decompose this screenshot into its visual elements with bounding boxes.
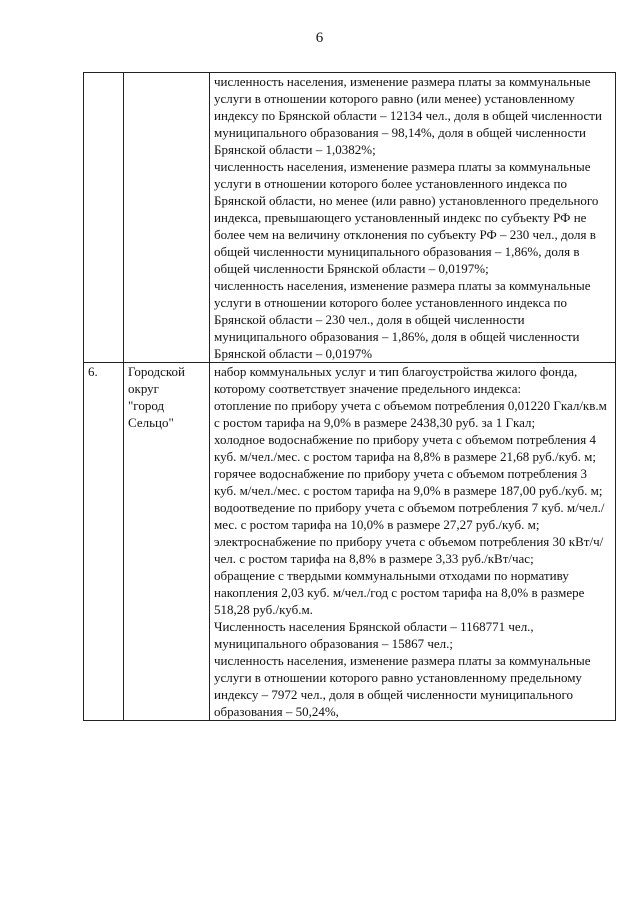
municipality-cell [124, 363, 210, 721]
details-cell [210, 73, 616, 363]
paragraph: численность населения, изменение размера платы за коммунальные услуги в отношении которого равно (или менее) установленному индексу по Брянской области – 12134 чел., доля в общей численности муниципального образования – 98,14%, доля в общей численности Брянской области – 1,0382%; [214, 74, 602, 157]
table-row [84, 363, 616, 721]
paragraph: обращение с твердыми коммунальными отходами по нормативу накопления 2,03 куб. м/чел./год с ростом тарифа на 8,0% в размере 518,28 руб./куб.м. [214, 568, 585, 617]
page-number: 6 [315, 30, 324, 46]
row-number-cell [84, 73, 124, 363]
paragraph: набор коммунальных услуг и тип благоустройства жилого фонда, которому соответствует значение предельного индекса: [214, 364, 578, 396]
paragraph: водоотведение по прибору учета с объемом потребления 7 куб. м/чел./мес. с ростом тарифа на 10,0% в размере 27,27 руб./куб. м; [214, 500, 605, 532]
paragraph: электроснабжение по прибору учета с объемом потребления 30 кВт/ч/чел. с ростом тарифа на 8,8% в размере 3,33 руб./кВт/час; [214, 534, 604, 566]
table-row [84, 73, 616, 363]
paragraph: холодное водоснабжение по прибору учета с объемом потребления 4 куб. м/чел./мес. с ростом тарифа на 8,8% в размере 21,68 руб./куб. м; [214, 432, 597, 464]
municipality-name: Городской округ "город Сельцо" [128, 364, 185, 430]
row-number: 6. [88, 364, 98, 379]
paragraph: Численность населения Брянской области – 1168771 чел., муниципального образования – 15867 чел.; [214, 619, 534, 651]
row-number-cell [84, 363, 124, 721]
document-table [83, 72, 616, 721]
paragraph: отопление по прибору учета с объемом потребления 0,01220 Гкал/кв.м с ростом тарифа на 9,0% в размере 2438,30 руб. за 1 Гкал; [214, 398, 607, 430]
details-cell [210, 363, 616, 721]
municipality-cell [124, 73, 210, 363]
paragraph: численность населения, изменение размера платы за коммунальные услуги в отношении которого более установленного индекса по Брянской области, но менее (или равно) установленного предельного индекса, превышающего установленный индекс по субъекту РФ не более чем на величину отклонения по субъекту РФ – 230 чел., доля в общей численности муниципального образования – 1,86%, доля в общей численности Брянской области – 0,0197%; [214, 159, 599, 276]
paragraph: горячее водоснабжение по прибору учета с объемом потребления 3 куб. м/чел./мес. с ростом тарифа на 9,0% в размере 187,00 руб./куб. м; [214, 466, 603, 498]
paragraph: численность населения, изменение размера платы за коммунальные услуги в отношении которого более установленного индекса по Брянской области – 230 чел., доля в общей численности муниципального образования – 1,86%, доля в общей численности Брянской области – 0,0197% [214, 278, 591, 361]
paragraph: численность населения, изменение размера платы за коммунальные услуги в отношении которого равно установленному предельному индексу – 7972 чел., доля в общей численности муниципального образования – 50,24%, [214, 653, 591, 719]
